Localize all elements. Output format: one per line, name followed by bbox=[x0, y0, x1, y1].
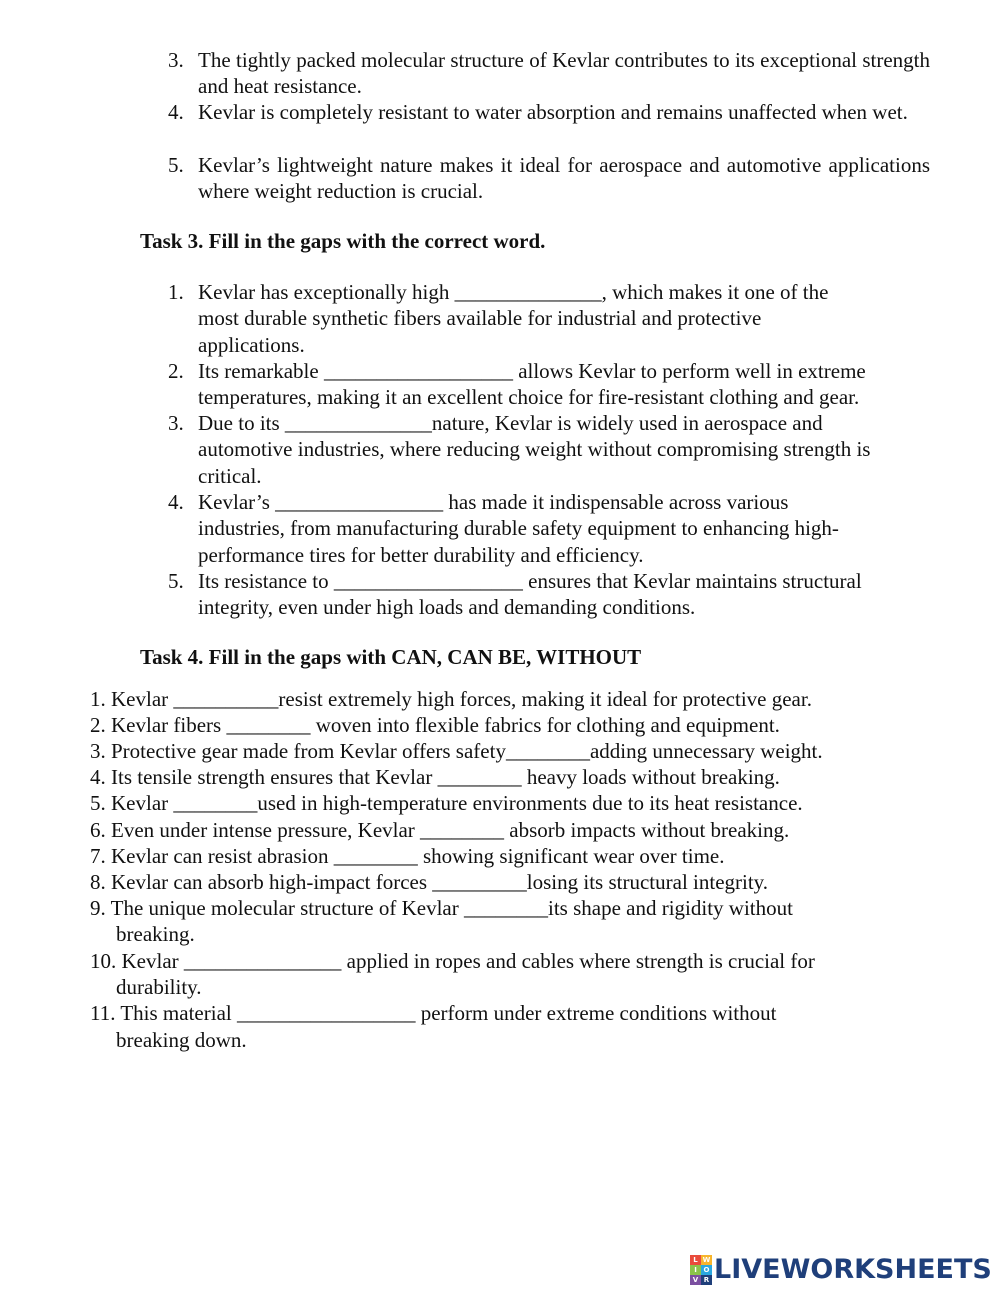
logo-text: LIVEWORKSHEETS bbox=[714, 1253, 992, 1285]
list-item bbox=[198, 489, 839, 568]
list-item: 9. The unique molecular structure of Kevlar ________its shape and rigidity without bbox=[90, 896, 793, 920]
list-item-line: Kevlar’s ________________ has made it indispensable across various bbox=[198, 490, 789, 514]
list-item-line: Its remarkable __________________ allows Kevlar to perform well in extreme bbox=[198, 359, 866, 383]
task3-heading: Task 3. Fill in the gaps with the correct word. bbox=[140, 229, 546, 253]
logo-mark-letter: L bbox=[690, 1255, 701, 1265]
list-item: The tightly packed molecular structure of Kevlar contributes to its exceptional strength and heat resistance. bbox=[198, 48, 930, 99]
task4-heading: Task 4. Fill in the gaps with CAN, CAN BE, WITHOUT bbox=[140, 645, 642, 669]
list-item-continuation: breaking down. bbox=[116, 1028, 247, 1052]
list-item: 2. Kevlar fibers ________ woven into flexible fabrics for clothing and equipment. bbox=[90, 713, 780, 737]
list-item-continuation: durability. bbox=[116, 975, 202, 999]
list-item-number: 4. bbox=[168, 100, 184, 124]
list-item bbox=[198, 410, 870, 489]
list-item: 7. Kevlar can resist abrasion ________ showing significant wear over time. bbox=[90, 844, 725, 868]
list-item-line: automotive industries, where reducing weight without compromising strength is bbox=[198, 437, 871, 462]
list-item: Kevlar’s lightweight nature makes it ideal for aerospace and automotive applications where weight reduction is crucial. bbox=[198, 153, 930, 204]
list-item: 5. Kevlar ________used in high-temperature environments due to its heat resistance. bbox=[90, 791, 803, 815]
liveworksheets-logo-icon bbox=[690, 1255, 712, 1285]
list-item-continuation: breaking. bbox=[116, 922, 195, 946]
list-item: 6. Even under intense pressure, Kevlar ________ absorb impacts without breaking. bbox=[90, 818, 790, 842]
list-item-line: Its resistance to __________________ ensures that Kevlar maintains structural bbox=[198, 569, 862, 593]
list-item: 11. This material _________________ perform under extreme conditions without bbox=[90, 1001, 777, 1025]
list-item: 4. Its tensile strength ensures that Kevlar ________ heavy loads without breaking. bbox=[90, 765, 780, 789]
list-item-line: most durable synthetic fibers available for industrial and protective bbox=[198, 306, 762, 331]
list-item-line: applications. bbox=[198, 332, 305, 357]
list-item-line: industries, from manufacturing durable safety equipment to enhancing high- bbox=[198, 516, 839, 541]
list-item-line: integrity, even under high loads and demanding conditions. bbox=[198, 595, 696, 620]
list-item: 8. Kevlar can absorb high-impact forces _________losing its structural integrity. bbox=[90, 870, 769, 894]
list-item-line: performance tires for better durability and efficiency. bbox=[198, 542, 644, 567]
logo-mark-letter: O bbox=[701, 1265, 712, 1275]
list-item-number: 5. bbox=[168, 569, 184, 593]
list-item: 10. Kevlar _______________ applied in ropes and cables where strength is crucial for bbox=[90, 949, 815, 973]
list-item-line: critical. bbox=[198, 463, 262, 488]
liveworksheets-logo[interactable] bbox=[690, 1255, 992, 1285]
list-item-number: 4. bbox=[168, 490, 184, 514]
list-item-line: temperatures, making it an excellent choice for fire-resistant clothing and gear. bbox=[198, 385, 860, 410]
list-item bbox=[198, 279, 828, 358]
logo-mark-letter: R bbox=[701, 1275, 712, 1285]
list-item: Kevlar is completely resistant to water absorption and remains unaffected when wet. bbox=[198, 100, 908, 124]
list-item-line: Due to its ______________nature, Kevlar is widely used in aerospace and bbox=[198, 411, 823, 435]
list-item: 3. Protective gear made from Kevlar offers safety________adding unnecessary weight. bbox=[90, 739, 823, 763]
list-item bbox=[198, 358, 866, 411]
list-item bbox=[198, 568, 862, 621]
list-item: 1. Kevlar __________resist extremely high forces, making it ideal for protective gear. bbox=[90, 687, 812, 711]
logo-mark-letter: I bbox=[690, 1265, 701, 1275]
logo-mark-letter: V bbox=[690, 1275, 701, 1285]
list-item-number: 5. bbox=[168, 153, 184, 177]
list-item-line: Kevlar has exceptionally high ______________, which makes it one of the bbox=[198, 280, 829, 304]
logo-mark-letter: W bbox=[702, 1256, 711, 1264]
list-item-number: 3. bbox=[168, 411, 184, 435]
list-item-number: 3. bbox=[168, 48, 184, 72]
list-item-number: 2. bbox=[168, 359, 184, 383]
list-item-number: 1. bbox=[168, 280, 184, 304]
